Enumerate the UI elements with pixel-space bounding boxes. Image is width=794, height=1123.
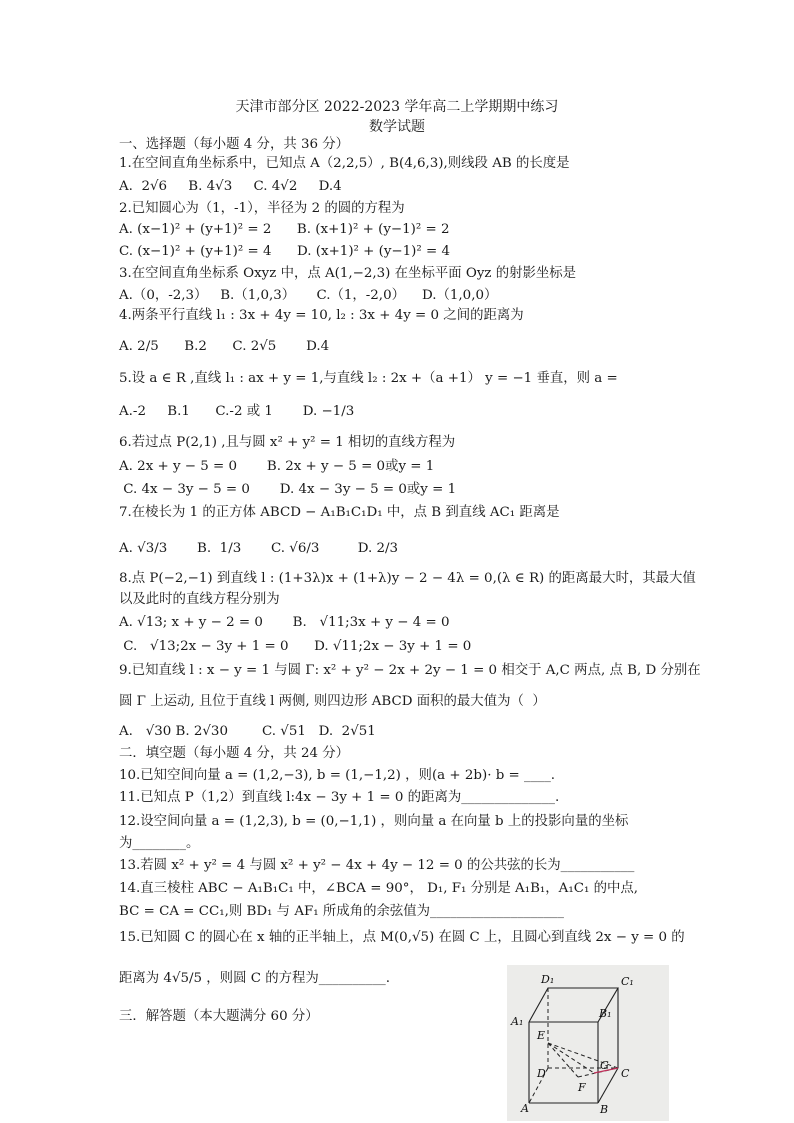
question-9-options: A. √30 B. 2√30 C. √51 D. 2√51 <box>119 724 376 739</box>
label-B: B <box>600 1103 609 1116</box>
question-6-options-cd: C. 4x − 3y − 5 = 0 D. 4x − 3y − 5 = 0或y = 1 <box>119 482 457 497</box>
label-A: A <box>521 1102 529 1115</box>
question-14: 14.直三棱柱 ABC − A₁B₁C₁ 中，∠BCA = 90°， D₁, F₁ 分别是 A₁B₁，A₁C₁ 的中点, <box>119 881 639 896</box>
question-1: 1.在空间直角坐标系中，已知点 A（2,2,5）, B(4,6,3),则线段 AB 的长度是 <box>119 156 570 171</box>
question-13: 13.若圆 x² + y² = 4 与圆 x² + y² − 4x + 4y − 12 = 0 的公共弦的长为___________ <box>119 858 635 873</box>
label-A1: A₁ <box>511 1015 524 1028</box>
question-3: 3.在空间直角坐标系 Oxyz 中，点 A(1,−2,3) 在坐标平面 Oyz 的射影坐标是 <box>119 266 577 281</box>
question-2-options-cd: C. (x−1)² + (y+1)² = 4 D. (x+1)² + (y−1)² = 4 <box>119 244 451 259</box>
question-6: 6.若过点 P(2,1) ,且与圆 x² + y² = 1 相切的直线方程为 <box>119 435 456 450</box>
question-12-continued: 为________。 <box>119 836 200 851</box>
label-B1: B₁ <box>599 1007 612 1020</box>
label-D: D <box>537 1067 546 1080</box>
question-8-options-ab: A. √13; x + y − 2 = 0 B. √11;3x + y − 4 = 0 <box>119 615 450 630</box>
question-8-options-cd: C. √13;2x − 3y + 1 = 0 D. √11;2x − 3y + 1 = 0 <box>119 639 472 654</box>
question-4: 4.两条平行直线 l₁ : 3x + 4y = 10, l₂ : 3x + 4y = 0 之间的距离为 <box>119 308 524 323</box>
label-E: E <box>537 1029 546 1042</box>
label-C1: C₁ <box>621 975 634 988</box>
question-15-continued: 距离为 4√5/5 ，则圆 C 的方程为__________. <box>119 971 390 986</box>
label-F: F <box>578 1081 586 1094</box>
question-8-continued: 以及此时的直线方程分别为 <box>119 592 280 607</box>
question-14-continued: BC = CA = CC₁,则 BD₁ 与 AF₁ 所成角的余弦值为____________________ <box>119 904 564 919</box>
question-7: 7.在棱长为 1 的正方体 ABCD − A₁B₁C₁D₁ 中，点 B 到直线 AC₁ 距离是 <box>119 505 560 520</box>
label-D1: D₁ <box>541 973 555 986</box>
question-5: 5.设 a ∈ R ,直线 l₁ : ax + y = 1,与直线 l₂ : 2x +（a +1） y = −1 垂直，则 a = <box>119 371 618 386</box>
section-fill-heading: 二．填空题（每小题 4 分，共 24 分） <box>119 746 350 761</box>
question-2-options-ab: A. (x−1)² + (y+1)² = 2 B. (x+1)² + (y−1)² = 2 <box>119 222 450 237</box>
question-4-options: A. 2/5 B.2 C. 2√5 D.4 <box>119 339 330 354</box>
question-1-options: A. 2√6 B. 4√3 C. 4√2 D.4 <box>119 179 342 194</box>
question-9: 9.已知直线 l : x − y = 1 与圆 Γ: x² + y² − 2x + 2y − 1 = 0 相交于 A,C 两点, 点 B, D 分别在 <box>119 663 701 678</box>
question-11: 11.已知点 P（1,2）到直线 l:4x − 3y + 1 = 0 的距离为______________. <box>119 790 560 805</box>
question-9-continued: 圆 Γ 上运动, 且位于直线 l 两侧, 则四边形 ABCD 面积的最大值为（ ） <box>119 694 546 709</box>
section-choice-heading: 一、选择题（每小题 4 分，共 36 分） <box>119 137 350 152</box>
section-answer-heading: 三．解答题（本大题满分 60 分） <box>119 1009 319 1024</box>
question-7-options: A. √3/3 B. 1/3 C. √6/3 D. 2/3 <box>119 541 399 556</box>
label-G: G <box>600 1059 609 1072</box>
question-2: 2.已知圆心为（1，-1），半径为 2 的圆的方程为 <box>119 201 405 216</box>
question-8: 8.点 P(−2,−1) 到直线 l : (1+3λ)x + (1+λ)y − 2 − 4λ = 0,(λ ∈ R) 的距离最大时，其最大值 <box>119 571 696 586</box>
exam-subtitle: 数学试题 <box>369 119 425 135</box>
label-C: C <box>621 1067 630 1080</box>
cube-figure <box>507 965 669 1121</box>
question-5-options: A.-2 B.1 C.-2 或 1 D. −1/3 <box>119 404 355 419</box>
question-15: 15.已知圆 C 的圆心在 x 轴的正半轴上，点 M(0,√5) 在圆 C 上，且圆心到直线 2x − y = 0 的 <box>119 930 685 945</box>
question-12: 12.设空间向量 a = (1,2,3), b = (0,−1,1) ，则向量 a 在向量 b 上的投影向量的坐标 <box>119 814 629 829</box>
question-6-options-ab: A. 2x + y − 5 = 0 B. 2x + y − 5 = 0或y = 1 <box>119 459 435 474</box>
exam-title: 天津市部分区 2022-2023 学年高二上学期期中练习 <box>235 99 559 115</box>
question-10: 10.已知空间向量 a = (1,2,−3), b = (1,−1,2) ，则(a + 2b)· b = ____. <box>119 768 556 783</box>
question-3-options: A.（0，-2,3） B.（1,0,3） C.（1，-2,0） D.（1,0,0） <box>119 288 498 303</box>
